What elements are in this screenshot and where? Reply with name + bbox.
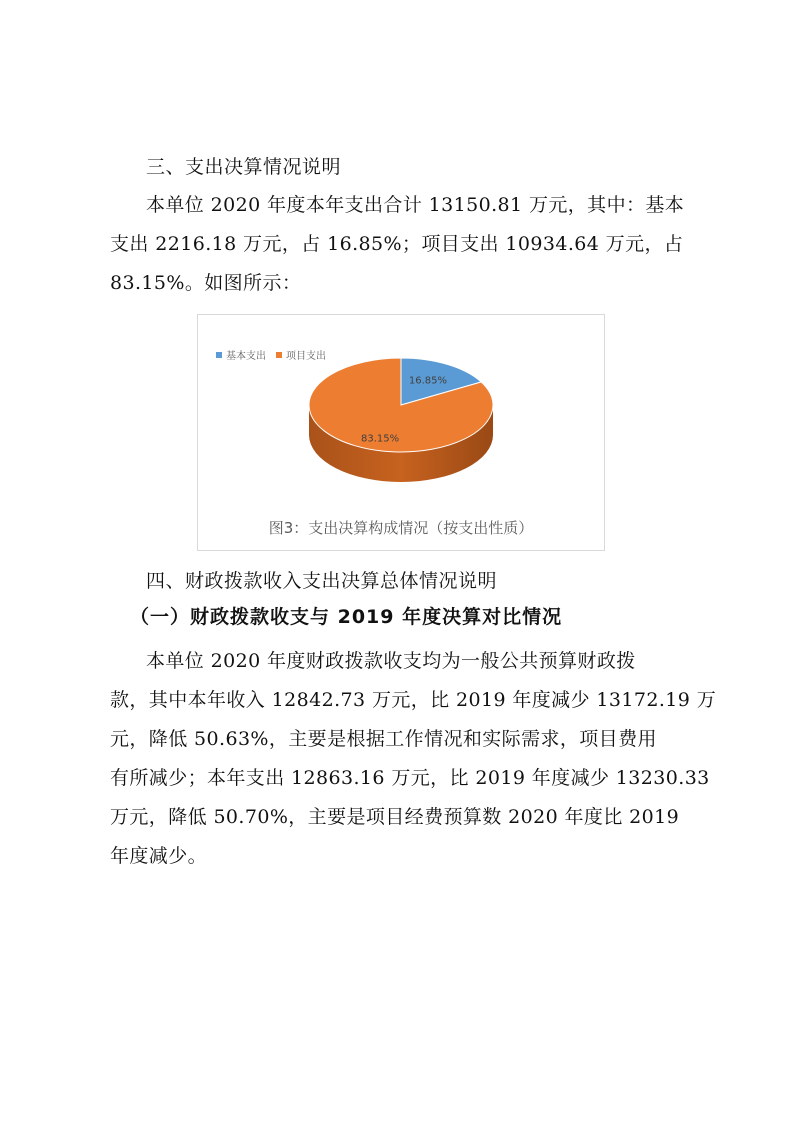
section-4-subheading: （一）财政拨款收支与 2019 年度决算对比情况	[130, 606, 563, 628]
paragraph-line: 款，其中本年收入 12842.73 万元，比 2019 年度减少 13172.19 万	[110, 689, 717, 711]
pie-svg	[198, 315, 604, 515]
chart-caption: 图3：支出决算构成情况（按支出性质）	[268, 519, 534, 537]
section-3-paragraph	[110, 186, 690, 303]
paragraph-line: 83.15%。如图所示：	[110, 272, 302, 294]
paragraph-line: 本单位 2020 年度本年支出合计 13150.81 万元，其中：基本	[146, 194, 685, 216]
paragraph-line: 万元，降低 50.70%，主要是项目经费预算数 2020 年度比 2019	[110, 806, 680, 828]
paragraph-line: 本单位 2020 年度财政拨款收支均为一般公共预算财政拨	[146, 650, 636, 672]
paragraph-line: 有所减少；本年支出 12863.16 万元，比 2019 年度减少 13230.33	[110, 767, 710, 789]
paragraph-line: 支出 2216.18 万元，占 16.85%；项目支出 10934.64 万元，占	[110, 233, 684, 255]
section-4-heading: 四、财政拨款收入支出决算总体情况说明	[146, 570, 498, 592]
section-4-paragraph	[110, 642, 717, 876]
legend-label: 基本支出	[226, 351, 266, 362]
legend-label: 项目支出	[286, 351, 326, 362]
pie-slice-label: 83.15%	[361, 433, 400, 445]
paragraph-line: 年度减少。	[110, 845, 208, 867]
paragraph-line: 元，降低 50.63%，主要是根据工作情况和实际需求，项目费用	[110, 728, 657, 750]
section-3-heading: 三、支出决算情况说明	[146, 156, 342, 178]
expenditure-pie-chart	[197, 314, 605, 551]
pie-slice-label: 16.85%	[408, 375, 448, 387]
